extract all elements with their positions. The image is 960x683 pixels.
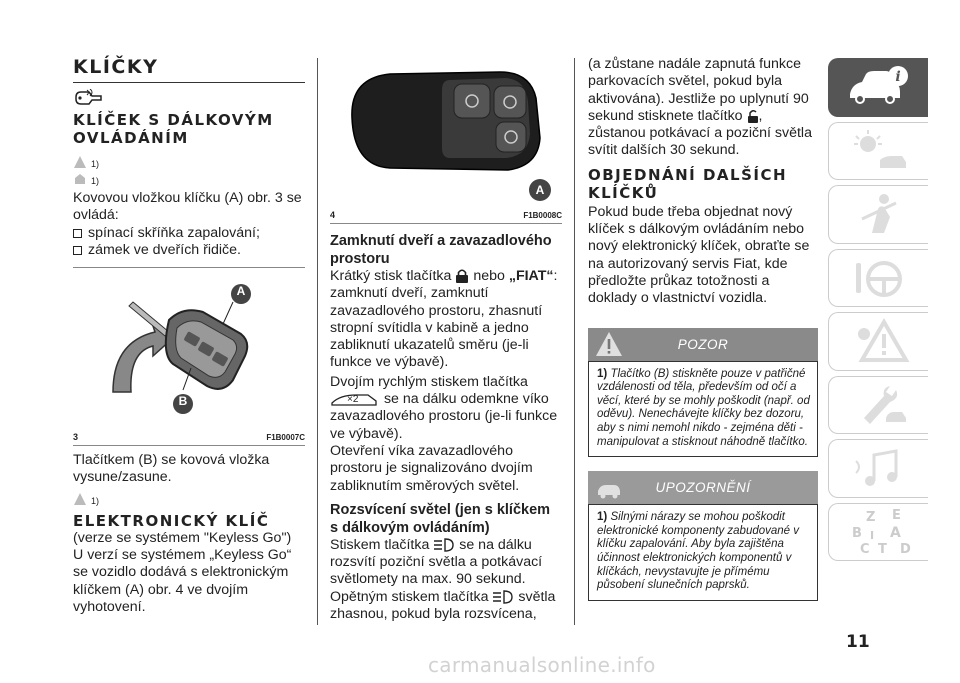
column-divider <box>317 58 318 625</box>
paragraph: Dvojím rychlým stiskem tlačítka ×2 se na dálku odemkne víko zavazadlového prostoru (je-li funkce ve výbavě). <box>330 373 558 442</box>
wrench-car-icon <box>844 380 914 430</box>
tab-dashboard[interactable] <box>828 122 928 181</box>
list-item: zámek ve dveřích řidiče. <box>73 242 305 259</box>
column-1 <box>73 56 305 616</box>
paragraph: Kovovou vložkou klíčku (A) obr. 3 se ovládá: <box>73 190 302 224</box>
steering-wheel-icon <box>844 253 914 303</box>
column-divider <box>574 58 575 625</box>
figure-4 <box>330 58 562 224</box>
note-icon <box>73 172 87 186</box>
music-note-icon <box>844 443 914 493</box>
warning-triangle-icon <box>844 316 914 366</box>
warning-icon <box>73 492 87 506</box>
section-heading: Rozsvícení světel (jen s klíčkem s dálkovým ovládáním) <box>330 501 551 536</box>
note-text: 1) Silnými nárazy se mohou poškodit elektronické komponenty zabudované v klíčku zapalování. Aby byla zajištěna účinnost elektronických komponentů v klíčkách, nevystavujte je přímému působení slunečních paprsků. <box>588 504 818 601</box>
reference-c: 1) <box>73 489 305 506</box>
figure-label-a: A <box>535 183 545 197</box>
double-press-trunk-icon: ×2 <box>330 391 380 407</box>
warning-header: POZOR <box>588 328 818 361</box>
page-number: 11 <box>846 632 870 652</box>
tab-driving[interactable] <box>828 249 928 308</box>
car-service-icon <box>594 473 624 501</box>
tab-index[interactable] <box>828 503 928 562</box>
figure-label-a: A <box>236 284 246 299</box>
subsection-title: KLÍČEK S DÁLKOVÝM OVLÁDÁNÍM <box>73 111 274 147</box>
figure-number: 4 <box>330 210 336 220</box>
paragraph: U verzí se systémem „Keyless Go“ se vozidlo dodává s elektronickým klíčkem (A) obr. 4 ve dvojím vyhotovení. <box>73 547 292 615</box>
paragraph: Stiskem tlačítka se na dálku rozsvítí poziční světla a potkávací světlomety na max. 90 sekund. <box>330 536 543 588</box>
warning-text: 1) Tlačítko (B) stiskněte pouze v patřičné vzdálenosti od těla, především od očí a věcí, které by se mohly poškodit (např. od oděvu). Nenechávejte klíčky bez dozoru, aby s nimi nemohl nikdo - zejména děti - manipulovat a stisknout náhodně tlačítko. <box>588 361 818 458</box>
figure-code: F1B0008C <box>523 211 562 220</box>
reference-a: 1) <box>73 152 305 169</box>
tab-car-info[interactable] <box>828 58 928 117</box>
tab-safety[interactable] <box>828 185 928 244</box>
section-heading: Zamknutí dveří a zavazadlového prostoru <box>330 233 552 267</box>
list-item: spínací skříňka zapalování; <box>73 225 305 242</box>
unlock-icon <box>747 109 759 124</box>
paragraph: Otevření víka zavazadlového prostoru je signalizováno dvojím zabliknutím směrových světel. <box>330 442 533 494</box>
key-remote-icon <box>73 89 305 111</box>
car-info-icon <box>844 62 914 112</box>
tab-maintenance[interactable] <box>828 376 928 435</box>
headlight-icon <box>492 589 514 605</box>
watermark: carmanualsonline.info <box>428 653 656 677</box>
paragraph: (a zůstane nadále zapnutá funkce parkovacích světel, pokud byla aktivována). Jestliže po uplynutí 90 sekund stisknete tlačítko , zůstanou potkávací a poziční světla svítit dalších 30 sekund. <box>588 56 812 159</box>
figure-code: F1B0007C <box>266 433 305 443</box>
index-letter: D <box>899 541 911 557</box>
note-box <box>588 471 818 601</box>
reference-b: 1) <box>73 169 305 186</box>
figure-3 <box>73 267 305 446</box>
figure-number: 3 <box>73 432 79 443</box>
paragraph: (verze se systémem "Keyless Go") <box>73 529 292 546</box>
headlight-icon <box>433 537 455 553</box>
index-letter: C <box>859 541 870 557</box>
index-letter: I <box>869 528 874 542</box>
index-letter: T <box>877 541 887 557</box>
airbag-seat-icon <box>844 189 914 239</box>
column-2 <box>330 56 562 623</box>
section-title: KLÍČKY <box>73 56 305 83</box>
subsection-title: OBJEDNÁNÍ DALŠÍCH KLÍČKŮ <box>588 165 788 202</box>
index-letter: Z <box>865 509 875 525</box>
paragraph: Pokud bude třeba objednat nový klíček s dálkovým ovládáním nebo nový elektronický klíček, obraťte se na autorizovaný servis Fiat, kde předložte průkaz totožnosti a doklady o vlastnictví vozidla. <box>588 203 810 307</box>
tab-emergency[interactable] <box>828 312 928 371</box>
paragraph: Opětným stiskem tlačítka světla zhasnou, pokud byla rozsvícena, <box>330 588 556 623</box>
tab-multimedia[interactable] <box>828 439 928 498</box>
subsection-title: ELEKTRONICKÝ KLÍČ <box>73 511 270 530</box>
note-header: UPOZORNĚNÍ <box>588 471 818 504</box>
column-3 <box>588 56 818 601</box>
warning-box <box>588 328 818 458</box>
warning-triangle-icon <box>594 330 624 358</box>
paragraph: Krátký stisk tlačítka nebo „FIAT“: zamknutí dveří, zamknutí zavazadlového prostoru, zhasnutí stropní svítidla v kabině a jedno zabliknutí ukazatelů směru (je-li funkce ve výbavě). <box>330 268 558 371</box>
lock-icon <box>455 268 469 284</box>
index-letter: B <box>851 525 862 541</box>
paragraph: Tlačítkem (B) se kovová vložka vysune/zasune. <box>73 452 270 486</box>
smart-key-illustration <box>330 58 562 208</box>
index-letter: A <box>889 524 901 541</box>
index-letter: E <box>891 507 901 523</box>
warning-icon <box>73 155 87 169</box>
dashboard-lights-icon <box>844 126 914 176</box>
svg-text:i: i <box>894 69 901 86</box>
chapter-sidebar <box>828 58 928 566</box>
key-illustration <box>73 272 305 432</box>
figure-label-b: B <box>178 394 188 409</box>
alphabet-index-icon <box>844 507 914 557</box>
